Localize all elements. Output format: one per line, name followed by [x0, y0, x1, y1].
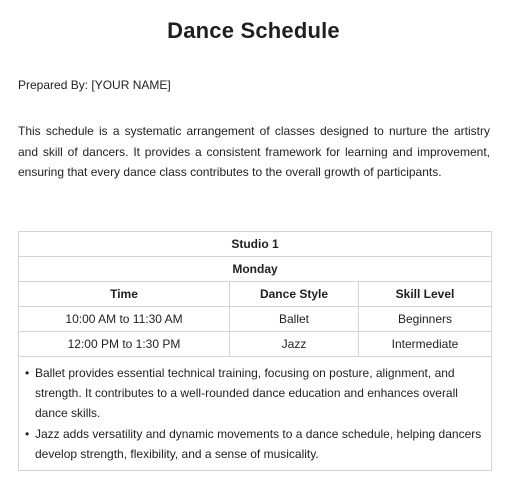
- notes-row: [19, 357, 492, 471]
- column-header-skill-level: Skill Level: [359, 282, 492, 307]
- cell-time: 10:00 AM to 11:30 AM: [19, 307, 230, 332]
- prepared-by: Prepared By: [YOUR NAME]: [18, 78, 171, 92]
- cell-skill-level: Intermediate: [359, 332, 492, 357]
- studio-name: Studio 1: [19, 232, 492, 257]
- table-row: [19, 307, 492, 332]
- page-title: Dance Schedule: [167, 18, 340, 43]
- header-row: [19, 282, 492, 307]
- day-row: [19, 257, 492, 282]
- schedule-table: [18, 231, 492, 471]
- cell-dance-style: Jazz: [230, 332, 359, 357]
- list-item: • Ballet provides essential technical training, focusing on posture, alignment, and strength. It contributes to a well-rounded dance education and enhances overall dance skills.: [23, 363, 483, 424]
- list-item: • Jazz adds versatility and dynamic movements to a dance schedule, helping dancers develop strength, flexibility, and a sense of musicality.: [23, 424, 483, 464]
- intro-paragraph: This schedule is a systematic arrangement of classes designed to nurture the artistry and skill of dancers. It provides a consistent framework for learning and improvement, ensuring that every dance class contributes to the overall growth of participants.: [18, 124, 490, 179]
- notes-cell: [19, 357, 492, 471]
- cell-dance-style: Ballet: [230, 307, 359, 332]
- day-name: Monday: [19, 257, 492, 282]
- column-header-time: Time: [19, 282, 230, 307]
- cell-skill-level: Beginners: [359, 307, 492, 332]
- studio-row: [19, 232, 492, 257]
- notes-list: [23, 363, 483, 464]
- cell-time: 12:00 PM to 1:30 PM: [19, 332, 230, 357]
- column-header-dance-style: Dance Style: [230, 282, 359, 307]
- table-row: [19, 332, 492, 357]
